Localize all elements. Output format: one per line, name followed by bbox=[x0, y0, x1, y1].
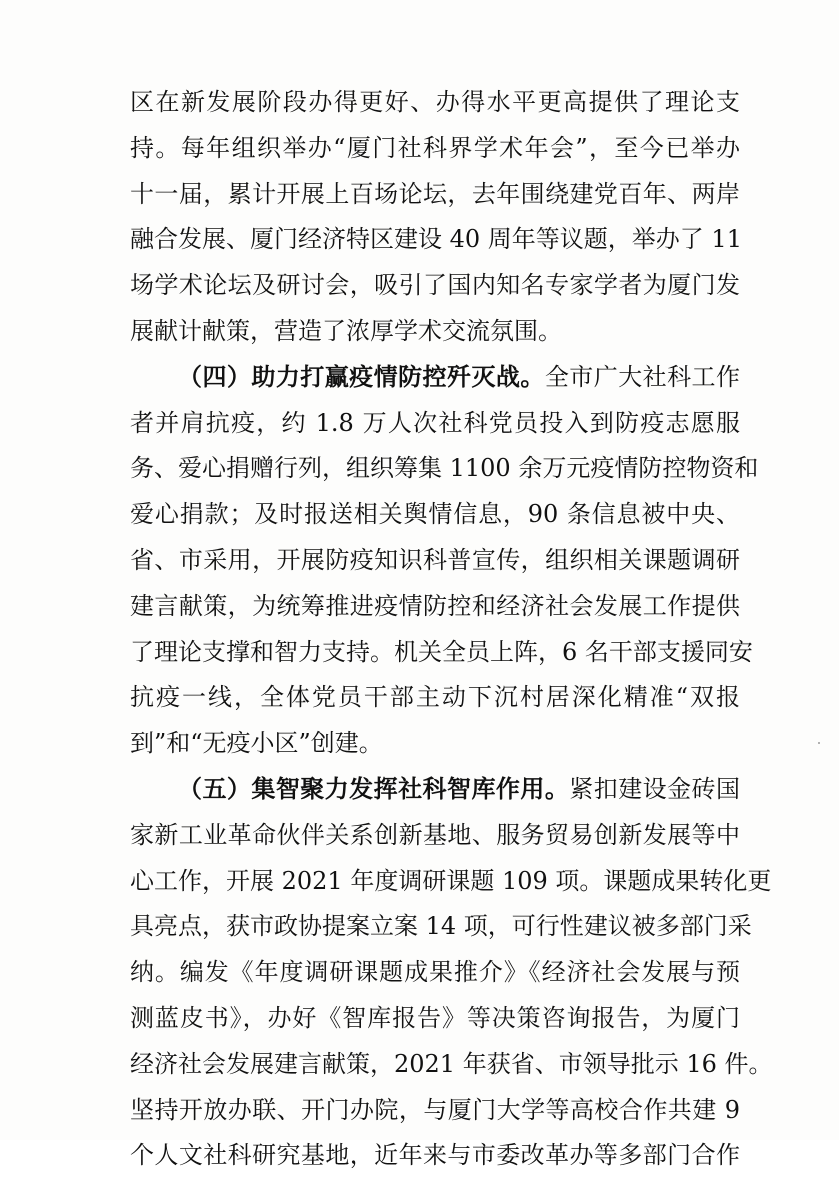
text-line: 家新工业革命伙伴关系创新基地、服务贸易创新发展等中 bbox=[130, 820, 740, 849]
text-line: 展献计献策，营造了浓厚学术交流氛围。 bbox=[130, 316, 562, 345]
text-line: 持。每年组织举办“厦门社科界学术年会”，至今已举办 bbox=[130, 133, 740, 162]
text-line: 十一届，累计开展上百场论坛，去年围绕建党百年、两岸 bbox=[130, 179, 740, 208]
document-body bbox=[130, 80, 773, 1179]
text-line: 者并肩抗疫，约 1.8 万人次社科党员投入到防疫志愿服 bbox=[130, 408, 740, 437]
text-line: 心工作，开展 2021 年度调研课题 109 项。课题成果转化更 bbox=[130, 866, 772, 895]
text-line: 经济社会发展建言献策，2021 年获省、市领导批示 16 件。 bbox=[130, 1049, 773, 1078]
text-line: 纳。编发《年度调研课题成果推介》《经济社会发展与预 bbox=[130, 958, 740, 987]
section-5-first-line bbox=[130, 767, 740, 813]
section-4-heading: （四）助力打赢疫情防控歼灭战。 bbox=[178, 362, 545, 391]
text-line: 省、市采用，开展防疫知识科普宣传，组织相关课题调研 bbox=[130, 545, 740, 574]
text-line: 个人文社科研究基地，近年来与市委改革办等多部门合作 bbox=[130, 1141, 740, 1170]
text-line: 融合发展、厦门经济特区建设 40 周年等议题，举办了 11 bbox=[130, 225, 742, 254]
text-line: 坚持开放办联、开门办院，与厦门大学等高校合作共建 9 bbox=[130, 1095, 740, 1124]
text-line: 了理论支撑和智力支持。机关全员上阵，6 名干部支援同安 bbox=[130, 637, 753, 666]
section-4-first-line bbox=[130, 355, 740, 401]
text-line: 爱心捐款；及时报送相关舆情信息，90 条信息被中央、 bbox=[130, 500, 740, 529]
text-line: 场学术论坛及研讨会，吸引了国内知名专家学者为厦门发 bbox=[130, 271, 740, 300]
section-4-first-line-text: 全市广大社科工作 bbox=[544, 362, 741, 391]
text-line: 抗疫一线，全体党员干部主动下沉村居深化精准“双报 bbox=[130, 683, 740, 712]
section-5-heading: （五）集智聚力发挥社科智库作用。 bbox=[178, 774, 570, 803]
text-line: 区在新发展阶段办得更好、办得水平更高提供了理论支 bbox=[130, 88, 740, 116]
scan-speck bbox=[818, 742, 820, 744]
section-5-first-line-text: 紧扣建设金砖国 bbox=[569, 774, 741, 803]
text-line: 到”和“无疫小区”创建。 bbox=[130, 729, 383, 758]
text-line: 务、爱心捐赠行列，组织筹集 1100 余万元疫情防控物资和 bbox=[130, 454, 759, 483]
text-line: 建言献策，为统筹推进疫情防控和经济社会发展工作提供 bbox=[130, 591, 740, 620]
text-line: 具亮点，获市政协提案立案 14 项，可行性建议被多部门采 bbox=[130, 912, 752, 941]
text-line: 测蓝皮书》，办好《智库报告》等决策咨询报告，为厦门 bbox=[130, 1003, 740, 1032]
